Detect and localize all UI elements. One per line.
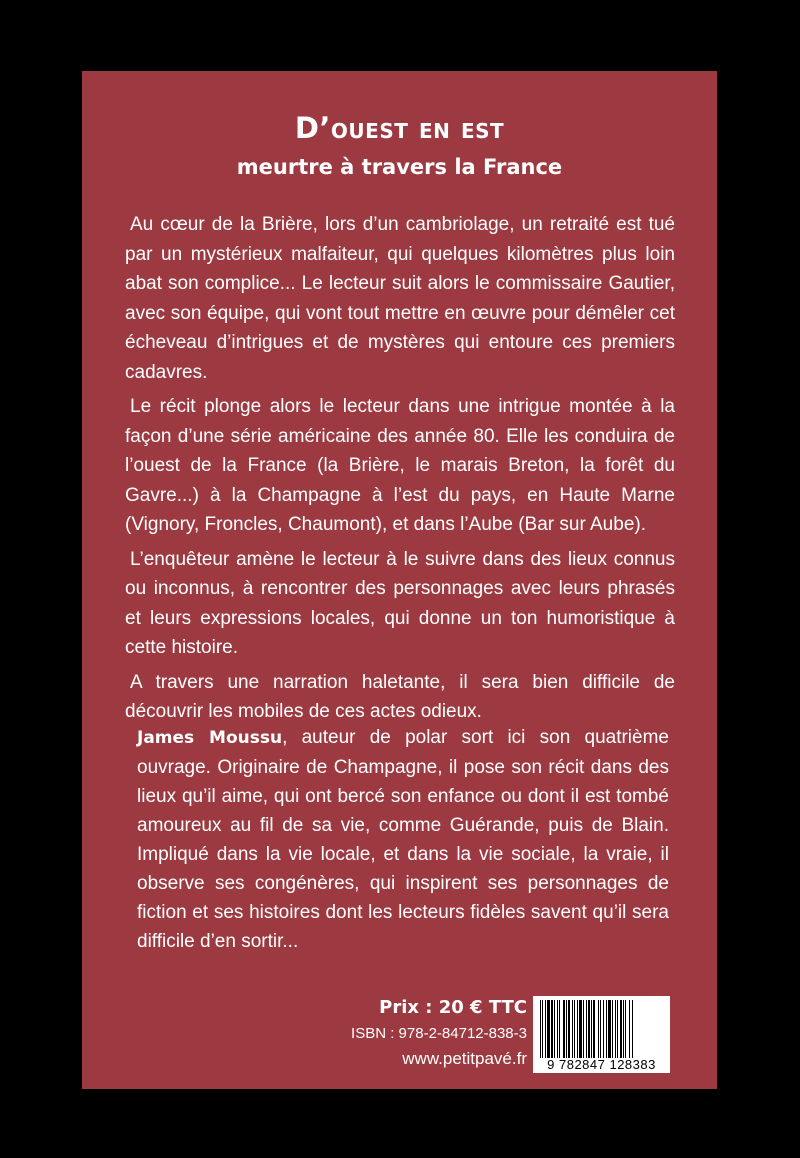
barcode-bar bbox=[629, 1000, 630, 1058]
book-title: D’ouest en est bbox=[294, 111, 505, 145]
barcode-bar bbox=[625, 1000, 626, 1058]
barcode-bar bbox=[554, 1000, 555, 1058]
website: www.petitpavé.fr bbox=[402, 1049, 527, 1068]
barcode-bar bbox=[579, 1000, 582, 1058]
barcode-bar bbox=[632, 1000, 633, 1058]
barcode-bar bbox=[617, 1000, 618, 1058]
barcode-bar bbox=[559, 1000, 560, 1058]
barcode-bar bbox=[542, 1000, 543, 1058]
barcode-bar bbox=[623, 1000, 624, 1058]
barcode-bar bbox=[572, 1000, 573, 1058]
barcode-bar bbox=[577, 1000, 578, 1058]
synopsis-paragraph: L’enquêteur amène le lecteur à le suivre dans des lieux connus ou inconnus, à rencontrer des personnages avec leurs phrasés et leurs expressions locales, qui donne un ton humoristique à cette histoire. bbox=[125, 548, 675, 658]
synopsis-paragraph: Le récit plonge alors le lecteur dans une intrigue montée à la façon d’une série américaine des année 80. Elle les conduira de l’ouest de la France (la Brière, le marais Breton, la forêt du Gavre...) à la Champagne à l’est du pays, en Haute Marne (Vignory, Froncles, Chaumont), et dans l’Aube (Bar sur Aube). bbox=[125, 396, 675, 535]
barcode-bar bbox=[566, 1000, 567, 1058]
barcode-bar bbox=[612, 1000, 613, 1058]
price-block bbox=[287, 995, 527, 1072]
barcode-bar bbox=[593, 1000, 595, 1058]
barcode-bar bbox=[598, 1000, 599, 1058]
isbn: ISBN : 978-2-84712-838-3 bbox=[351, 1025, 527, 1042]
barcode-bar bbox=[583, 1000, 584, 1058]
barcode-bars bbox=[539, 1000, 664, 1058]
barcode-bar bbox=[615, 1000, 616, 1058]
barcode-bar bbox=[606, 1000, 607, 1058]
barcode-bar bbox=[568, 1000, 570, 1058]
barcode-bar bbox=[540, 1000, 541, 1058]
barcode-bar bbox=[603, 1000, 604, 1058]
barcode-bar bbox=[545, 1000, 546, 1058]
author-bio bbox=[137, 723, 669, 956]
barcode-bar bbox=[563, 1000, 565, 1058]
synopsis-paragraph: Au cœur de la Brière, lors d’un cambriolage, un retraité est tué par un mystérieux malfaiteur, qui quelques kilomètres plus loin abat son complice... Le lecteur suit alors le commissaire Gautier, avec son équipe, qui vont tout mettre en œuvre pour démêler cet écheveau d’intrigues et de mystères qui entoure ces premiers cadavres. bbox=[125, 214, 675, 383]
back-cover bbox=[82, 71, 717, 1089]
barcode-bar bbox=[551, 1000, 553, 1058]
barcode-bar bbox=[620, 1000, 622, 1058]
barcode-bar bbox=[586, 1000, 587, 1058]
price: Prix : 20 € TTC bbox=[379, 997, 527, 1018]
barcode-bar bbox=[608, 1000, 611, 1058]
barcode-bar bbox=[547, 1000, 550, 1058]
barcode-bar bbox=[574, 1000, 575, 1058]
barcode-bar bbox=[557, 1000, 558, 1058]
book-subtitle: meurtre à travers la France bbox=[236, 155, 563, 179]
barcode-digits: 9 782847 128383 bbox=[547, 1057, 656, 1072]
author-name: James Moussu bbox=[137, 728, 283, 748]
barcode bbox=[533, 996, 670, 1073]
barcode-bar bbox=[588, 1000, 590, 1058]
synopsis bbox=[125, 210, 675, 732]
synopsis-paragraph: A travers une narration haletante, il sera bien difficile de découvrir les mobiles de ces actes odieux. bbox=[125, 671, 675, 722]
author-bio-text: , auteur de polar sort ici son quatrième ouvrage. Originaire de Champagne, il pose son récit dans des lieux qu’il aime, qui ont bercé son enfance ou dont il est tombé amoureux au fil de sa vie, comme Guérande, puis de Blain. Impliqué dans la vie locale, et dans la vie sociale, la vraie, il observe ses congénères, qui inspirent ses personnages de fiction et ses histoires dont les lecteurs fidèles savent qu’il sera difficile d’en sortir... bbox=[137, 727, 669, 952]
barcode-bar bbox=[591, 1000, 592, 1058]
barcode-bar bbox=[600, 1000, 601, 1058]
